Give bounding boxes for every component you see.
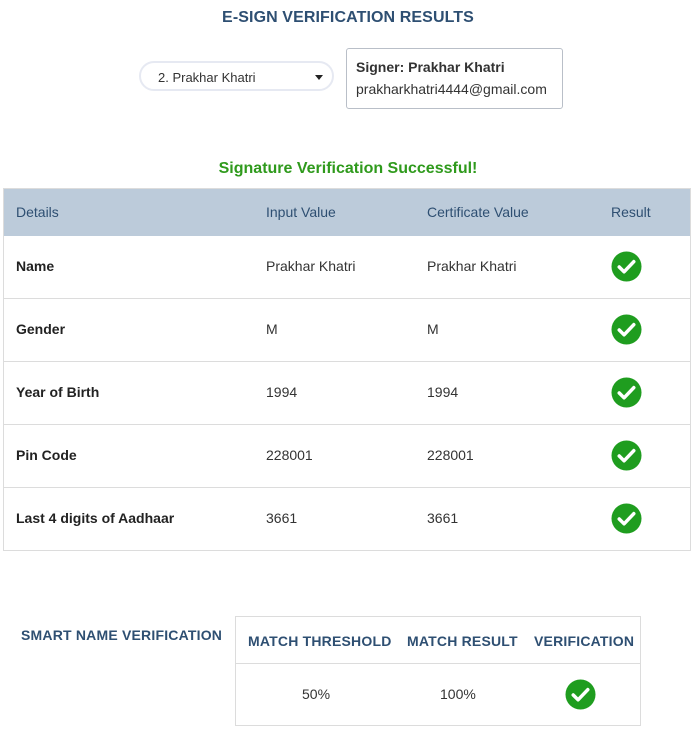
row-certificate-value: M xyxy=(427,321,439,337)
caret-down-icon xyxy=(315,75,323,80)
details-table-header xyxy=(4,189,690,236)
check-circle-icon xyxy=(611,377,642,408)
row-input-value: Prakhar Khatri xyxy=(266,258,356,274)
signer-email: prakharkhatri4444@gmail.com xyxy=(356,81,547,97)
header-match-result: MATCH RESULT xyxy=(407,633,518,649)
header-details: Details xyxy=(16,204,59,220)
details-table xyxy=(3,188,691,551)
check-circle-icon xyxy=(611,314,642,345)
row-label: Year of Birth xyxy=(16,384,100,400)
row-label: Last 4 digits of Aadhaar xyxy=(16,510,175,526)
row-certificate-value: Prakhar Khatri xyxy=(427,258,517,274)
signer-select-value: 2. Prakhar Khatri xyxy=(158,70,256,85)
signer-name: Signer: Prakhar Khatri xyxy=(356,59,505,75)
smart-name-table-header xyxy=(236,617,640,664)
table-row xyxy=(4,487,690,550)
smart-name-row xyxy=(236,664,640,726)
table-row xyxy=(4,298,690,361)
row-certificate-value: 1994 xyxy=(427,384,459,400)
row-label: Pin Code xyxy=(16,447,77,463)
smart-name-table xyxy=(235,616,641,726)
check-circle-icon xyxy=(611,440,642,471)
header-input-value: Input Value xyxy=(266,204,336,220)
row-input-value: 3661 xyxy=(266,510,298,526)
verification-status-message: Signature Verification Successful! xyxy=(218,160,478,177)
row-label: Gender xyxy=(16,321,66,337)
match-result-value: 100% xyxy=(440,686,476,702)
header-verification: VERIFICATION xyxy=(534,633,635,649)
header-match-threshold: MATCH THRESHOLD xyxy=(248,633,392,649)
check-circle-icon xyxy=(611,503,642,534)
header-result: Result xyxy=(611,204,651,220)
page-title: E-SIGN VERIFICATION RESULTS xyxy=(222,9,474,26)
row-input-value: 1994 xyxy=(266,384,298,400)
row-certificate-value: 228001 xyxy=(427,447,474,463)
check-circle-icon xyxy=(611,251,642,282)
table-row xyxy=(4,424,690,487)
row-input-value: 228001 xyxy=(266,447,313,463)
row-label: Name xyxy=(16,258,55,274)
signer-info-box xyxy=(346,48,563,109)
signer-select[interactable] xyxy=(139,61,334,91)
table-row xyxy=(4,236,690,298)
match-threshold-value: 50% xyxy=(302,686,331,702)
row-input-value: M xyxy=(266,321,278,337)
smart-name-verification-label: SMART NAME VERIFICATION xyxy=(21,627,223,643)
table-row xyxy=(4,361,690,424)
row-certificate-value: 3661 xyxy=(427,510,459,526)
header-certificate-value: Certificate Value xyxy=(427,204,529,220)
check-circle-icon xyxy=(565,679,596,710)
